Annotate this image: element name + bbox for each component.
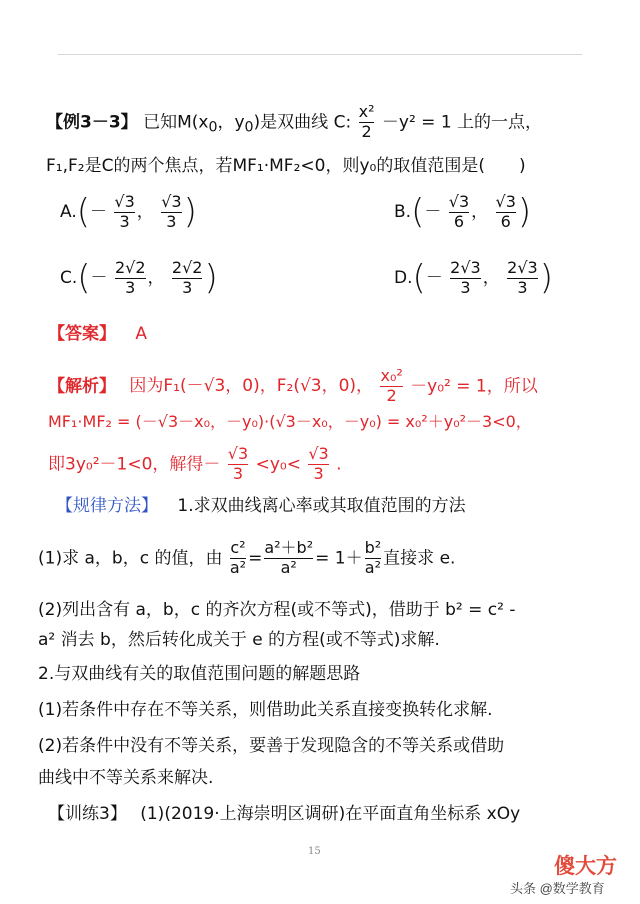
- method-p4b: 曲线中不等关系来解决.: [38, 768, 214, 788]
- curve-numerator: x²: [358, 102, 375, 121]
- method-p2b: a² 消去 b，然后转化成关于 e 的方程(或不等式)求解.: [38, 630, 440, 650]
- method-text: 直接求 e.: [383, 548, 456, 569]
- example-line-2: F₁,F₂是C的两个焦点，若MF₁·MF₂<0，则y₀的取值范围是( ): [46, 156, 526, 176]
- training-text: (1)(2019·上海崇明区调研)在平面直角坐标系 xOy: [140, 804, 521, 824]
- method-title-2: 2.与双曲线有关的取值范围问题的解题思路: [38, 664, 361, 684]
- curve-rest: －y² = 1 上的一点，: [381, 112, 543, 133]
- method-p1: [38, 540, 455, 577]
- analysis-den: 3: [313, 463, 324, 483]
- option-num: 2√2: [171, 257, 203, 277]
- analysis-text: 因为F₁(－√3，0)，F₂(√3，0)，: [129, 376, 374, 397]
- option-label: C.: [60, 268, 78, 288]
- method-title-line: [56, 496, 466, 516]
- training-line: [48, 804, 520, 824]
- analysis-line-3: [48, 446, 342, 483]
- method-title: 1.求双曲线离心率或其取值范围的方法: [177, 496, 466, 516]
- example-intro: 已知M(x: [143, 112, 209, 133]
- training-tag: 【训练3】: [48, 804, 127, 824]
- analysis-den: 2: [386, 385, 397, 405]
- option-den: 3: [119, 211, 130, 231]
- method-den: a²: [229, 557, 247, 577]
- top-divider: [58, 54, 582, 55]
- method-tag: 【规律方法】: [56, 496, 158, 516]
- method-num: b²: [364, 538, 382, 557]
- option-num: √3: [114, 191, 135, 211]
- method-num: a²＋b²: [264, 538, 314, 557]
- analysis-num: √3: [227, 444, 249, 463]
- analysis-line-1: [48, 368, 538, 405]
- answer-value: A: [135, 324, 148, 344]
- option-den: 6: [453, 211, 465, 231]
- analysis-text: －y₀² = 1，所以: [410, 376, 538, 397]
- analysis-text: 即3y₀²－1<0，解得－: [48, 454, 221, 475]
- option-b: B.(－ $\frac{√3}{6}$ ， $\frac{√3}{6}$ ): [394, 191, 532, 232]
- example-intro-mid: ，y: [217, 112, 245, 133]
- method-p4a: (2)若条件中没有不等关系，要善于发现隐含的不等关系或借助: [38, 736, 505, 756]
- option-label: B.: [394, 202, 412, 222]
- example-tag: 【例3－3】: [46, 112, 138, 133]
- option-den: 3: [125, 277, 136, 297]
- answer-line: [48, 324, 147, 344]
- analysis-text: .: [336, 454, 342, 475]
- option-den: 3: [517, 277, 528, 297]
- option-num: √3: [161, 191, 182, 211]
- method-p3: (1)若条件中存在不等关系，则借助此关系直接变换转化求解.: [38, 700, 493, 720]
- method-den: a²: [280, 557, 297, 577]
- analysis-line-2: MF₁·MF₂ = (－√3－x₀，－y₀)·(√3－x₀，－y₀) = x₀²＋y₀²－3<0，: [48, 412, 532, 431]
- option-num: 2√2: [114, 257, 146, 277]
- analysis-tag: 【解析】: [48, 376, 116, 397]
- option-num: 2√3: [450, 257, 481, 277]
- option-label: A.: [60, 202, 77, 222]
- option-num: √3: [495, 191, 516, 211]
- analysis-text: <y₀<: [255, 454, 301, 475]
- watermark-logo: 傻大方: [554, 855, 617, 878]
- method-text: =: [248, 548, 263, 569]
- answer-tag: 【答案】: [48, 324, 116, 344]
- option-label: D.: [394, 268, 413, 288]
- subscript: 0: [244, 119, 254, 136]
- method-p2a: (2)列出含有 a，b，c 的齐次方程(或不等式)，借助于 b² = c² -: [38, 600, 516, 620]
- analysis-den: 3: [232, 463, 244, 483]
- option-den: 3: [166, 211, 177, 231]
- method-num: c²: [230, 538, 246, 557]
- option-num: 2√3: [507, 257, 538, 277]
- option-den: 3: [460, 277, 471, 297]
- option-a: A.(－ $\frac{√3}{3}$ ， $\frac{√3}{3}$ ): [60, 191, 197, 232]
- analysis-num: x₀²: [380, 366, 403, 385]
- curve-fraction: [359, 104, 375, 141]
- option-den: 3: [182, 277, 193, 297]
- method-text: = 1＋: [315, 548, 363, 569]
- analysis-num: √3: [308, 444, 329, 463]
- example-intro-rest: )是双曲线 C:: [253, 112, 352, 133]
- option-num: √3: [448, 191, 470, 211]
- curve-denominator: 2: [361, 121, 372, 141]
- watermark-caption: 头条 @数学教育: [510, 881, 605, 896]
- method-den: a²: [364, 557, 381, 577]
- page-number: 15: [308, 846, 321, 857]
- example-line-1: [46, 104, 542, 141]
- option-d: D.(－ $\frac{2√3}{3}$ ， $\frac{2√3}{3}$ ): [394, 257, 553, 298]
- option-den: 6: [500, 211, 511, 231]
- option-c: C.(－ $\frac{2√2}{3}$ ， $\frac{2√2}{3}$ ): [60, 257, 218, 298]
- subscript: 0: [208, 119, 218, 136]
- method-text: (1)求 a，b，c 的值，由: [38, 548, 223, 569]
